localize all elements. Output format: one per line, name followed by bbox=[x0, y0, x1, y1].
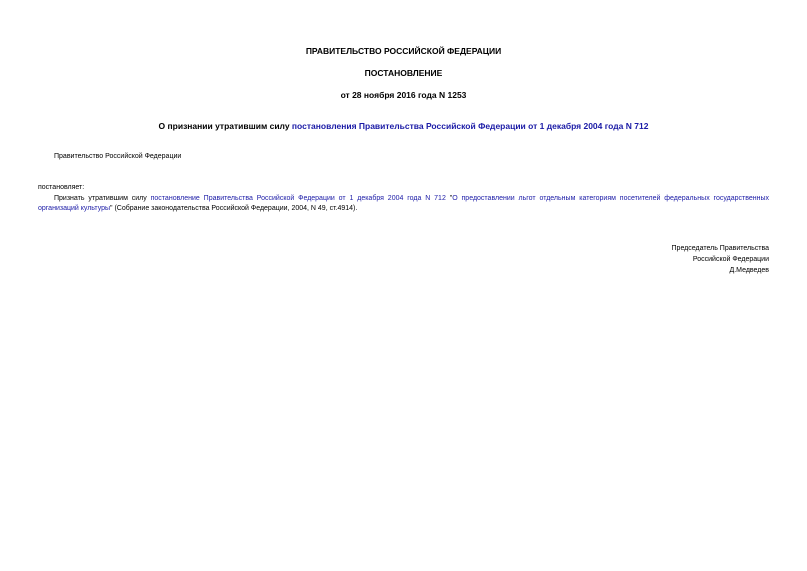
document-date-number: от 28 ноября 2016 года N 1253 bbox=[340, 90, 467, 100]
decides-line: постановляет: bbox=[38, 184, 85, 191]
document-title bbox=[38, 121, 769, 132]
government-heading: ПРАВИТЕЛЬСТВО РОССИЙСКОЙ ФЕДЕРАЦИИ bbox=[305, 46, 502, 56]
document-type-heading: ПОСТАНОВЛЕНИЕ bbox=[364, 68, 443, 78]
paragraph-link-resolution-title[interactable]: О предоставлении льгот отдельным категориям посетителей федеральных государственных организаций культуры bbox=[38, 195, 769, 212]
signature-position-line2: Российской Федерации bbox=[692, 256, 769, 263]
paragraph-prefix: Признать утратившим силу bbox=[54, 195, 151, 202]
paragraph-suffix: " (Собрание законодательства Российской Федерации, 2004, N 49, ст.4914). bbox=[110, 205, 358, 212]
paragraph-link-resolution-712[interactable]: постановление Правительства Российской Федерации от 1 декабря 2004 года N 712 bbox=[150, 195, 446, 202]
paragraph-quote-open: " bbox=[445, 195, 453, 202]
issuer-line: Правительство Российской Федерации bbox=[54, 153, 182, 160]
signature-position-line1: Председатель Правительства bbox=[671, 245, 769, 252]
document-title-prefix: О признании утратившим силу bbox=[158, 121, 292, 131]
operative-paragraph bbox=[38, 194, 769, 214]
signature-name: Д.Медведев bbox=[729, 267, 769, 274]
title-link-resolution-712[interactable]: постановления Правительства Российской Федерации от 1 декабря 2004 года N 712 bbox=[291, 121, 649, 131]
